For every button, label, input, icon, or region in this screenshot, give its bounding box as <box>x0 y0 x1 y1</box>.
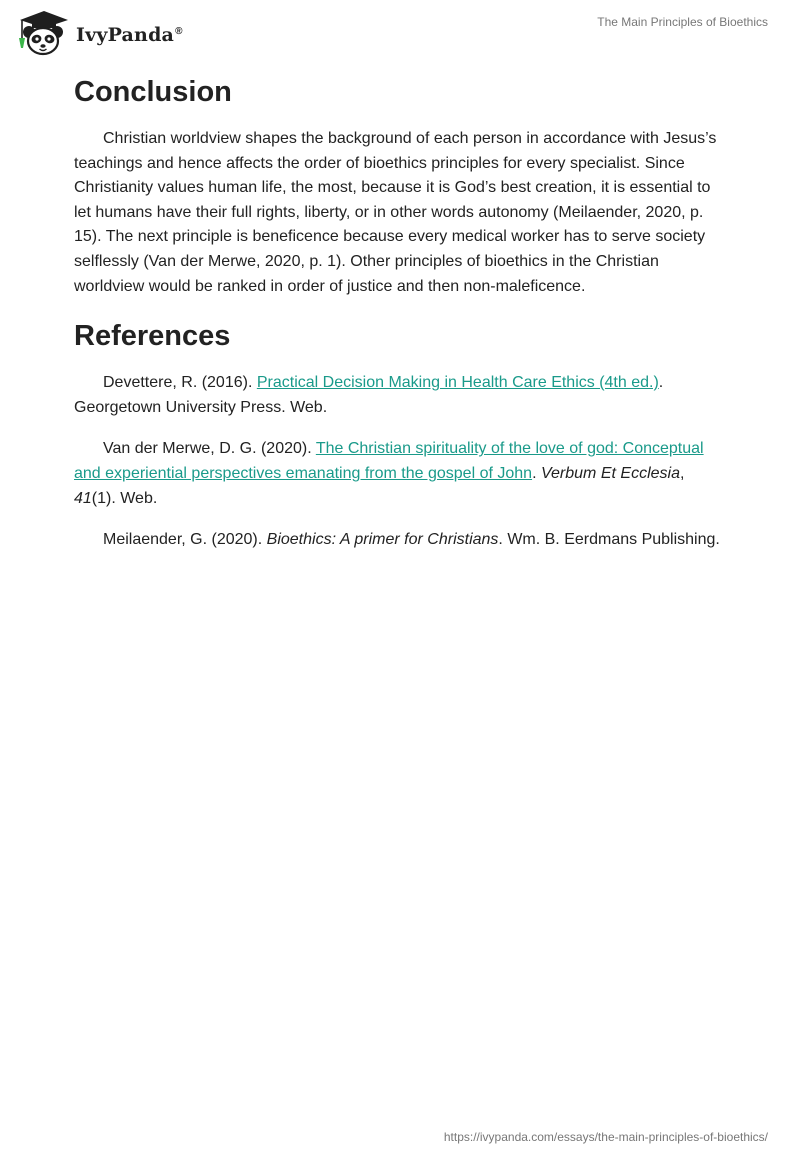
journal-title: Verbum Et Ecclesia <box>540 464 680 482</box>
brand-name: IvyPanda® <box>76 24 183 46</box>
book-title: Bioethics: A primer for Christians <box>266 531 499 549</box>
reference-link[interactable]: Practical Decision Making in Health Care Ethics (4th ed.) <box>256 374 659 392</box>
panda-graduate-logo-icon <box>14 8 70 58</box>
document-body <box>74 70 724 570</box>
conclusion-paragraph: Christian worldview shapes the background of each person in accordance with Jesus’s teachings and hence affects the order of bioethics principles for every specialist. Since Christianity values human life, the most, because it is God’s best creation, it is essential to let humans have their full rights, liberty, or in other words autonomy (Meilaender, 2020, p. 15). The next principle is beneficence because every medical worker has to serve society selflessly (Van der Merwe, 2020, p. 1). Other principles of bioethics in the Christian worldview would be ranked in order of justice and then non-maleficence. <box>74 130 717 295</box>
reference-item: Meilaender, G. (2020). Bioethics: A primer for Christians. Wm. B. Eerdmans Publishing. <box>103 531 720 549</box>
reference-item: Van der Merwe, D. G. (2020). The Christian spirituality of the love of god: Conceptual and experiential perspectives emanating from the gospel of John. Verbum Et Ecclesia, 41(1). Web. <box>74 440 704 507</box>
page-header <box>0 0 800 70</box>
reference-link[interactable]: The Christian spirituality of the love of god: Conceptual and experiential perspectives emanating from the gospel of John <box>74 440 704 482</box>
references-heading: References <box>74 320 231 353</box>
reference-item: Devettere, R. (2016). Practical Decision Making in Health Care Ethics (4th ed.). Georgetown University Press. Web. <box>74 374 664 416</box>
conclusion-heading: Conclusion <box>74 76 232 108</box>
footer-url[interactable]: https://ivypanda.com/essays/the-main-principles-of-bioethics/ <box>443 1130 768 1144</box>
journal-volume: 41 <box>74 489 92 507</box>
document-title: The Main Principles of Bioethics <box>597 15 768 29</box>
ivypanda-logo[interactable] <box>14 8 183 58</box>
registered-mark: ® <box>175 25 183 37</box>
